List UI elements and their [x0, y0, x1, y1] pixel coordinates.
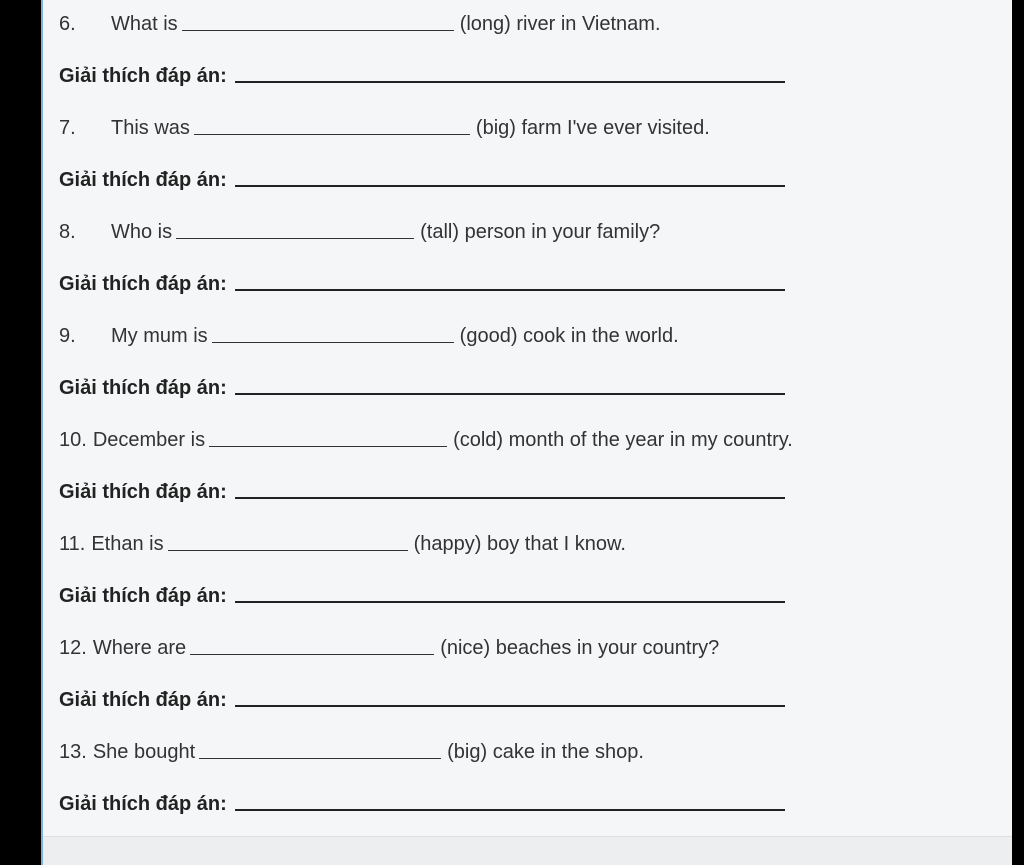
question-number: 13.: [59, 741, 87, 763]
question-text-after: (nice) beaches in your country?: [440, 637, 720, 659]
question-10: [59, 422, 793, 452]
question-9: [59, 318, 679, 348]
explanation-blank[interactable]: [235, 393, 785, 395]
explanation-line: [59, 474, 785, 504]
question-text-after: (cold) month of the year in my country.: [453, 429, 793, 451]
question-text-after: (long) river in Vietnam.: [459, 13, 661, 35]
question-text-before: This was: [111, 117, 190, 139]
answer-blank[interactable]: [182, 30, 454, 31]
answer-blank[interactable]: [168, 550, 408, 551]
question-number: 10.: [59, 429, 87, 451]
explanation-line: [59, 682, 785, 712]
explanation-line: [59, 786, 785, 816]
explanation-line: [59, 266, 785, 296]
explanation-label: Giải thích đáp án:: [59, 689, 227, 711]
answer-blank[interactable]: [176, 238, 414, 239]
question-number: 6.: [59, 13, 76, 35]
answer-blank[interactable]: [212, 342, 454, 343]
explanation-line: [59, 162, 785, 192]
question-8: [59, 214, 660, 244]
explanation-label: Giải thích đáp án:: [59, 377, 227, 399]
question-7: [59, 110, 710, 140]
question-text-before: December is: [92, 429, 206, 451]
question-text-before: My mum is: [111, 325, 208, 347]
question-number: 12.: [59, 637, 87, 659]
question-number: 9.: [59, 325, 76, 347]
question-number: 8.: [59, 221, 76, 243]
question-text-before: Where are: [92, 637, 187, 659]
question-12: [59, 630, 719, 660]
question-text-after: (big) farm I've ever visited.: [475, 117, 710, 139]
answer-blank[interactable]: [199, 758, 441, 759]
explanation-blank[interactable]: [235, 497, 785, 499]
explanation-label: Giải thích đáp án:: [59, 169, 227, 191]
explanation-blank[interactable]: [235, 289, 785, 291]
explanation-label: Giải thích đáp án:: [59, 481, 227, 503]
question-text-before: Who is: [111, 221, 173, 243]
explanation-line: [59, 578, 785, 608]
question-13: [59, 734, 644, 764]
explanation-line: [59, 58, 785, 88]
question-text-before: Ethan is: [91, 533, 164, 555]
question-text-before: What is: [111, 13, 178, 35]
explanation-label: Giải thích đáp án:: [59, 273, 227, 295]
question-text-after: (tall) person in your family?: [420, 221, 661, 243]
question-number: 7.: [59, 117, 76, 139]
explanation-label: Giải thích đáp án:: [59, 793, 227, 815]
explanation-blank[interactable]: [235, 601, 785, 603]
explanation-label: Giải thích đáp án:: [59, 65, 227, 87]
question-text-after: (good) cook in the world.: [459, 325, 679, 347]
worksheet-page: [41, 0, 1012, 865]
explanation-blank[interactable]: [235, 185, 785, 187]
question-text-before: She bought: [92, 741, 196, 763]
explanation-blank[interactable]: [235, 81, 785, 83]
question-text-after: (big) cake in the shop.: [447, 741, 644, 763]
explanation-blank[interactable]: [235, 705, 785, 707]
explanation-label: Giải thích đáp án:: [59, 585, 227, 607]
explanation-line: [59, 370, 785, 400]
question-11: [59, 526, 626, 556]
page-footer-area: [43, 836, 1012, 865]
answer-blank[interactable]: [194, 134, 470, 135]
question-6: [59, 6, 661, 36]
answer-blank[interactable]: [190, 654, 434, 655]
explanation-blank[interactable]: [235, 809, 785, 811]
answer-blank[interactable]: [209, 446, 447, 447]
question-text-after: (happy) boy that I know.: [413, 533, 626, 555]
question-number: 11.: [59, 533, 86, 555]
